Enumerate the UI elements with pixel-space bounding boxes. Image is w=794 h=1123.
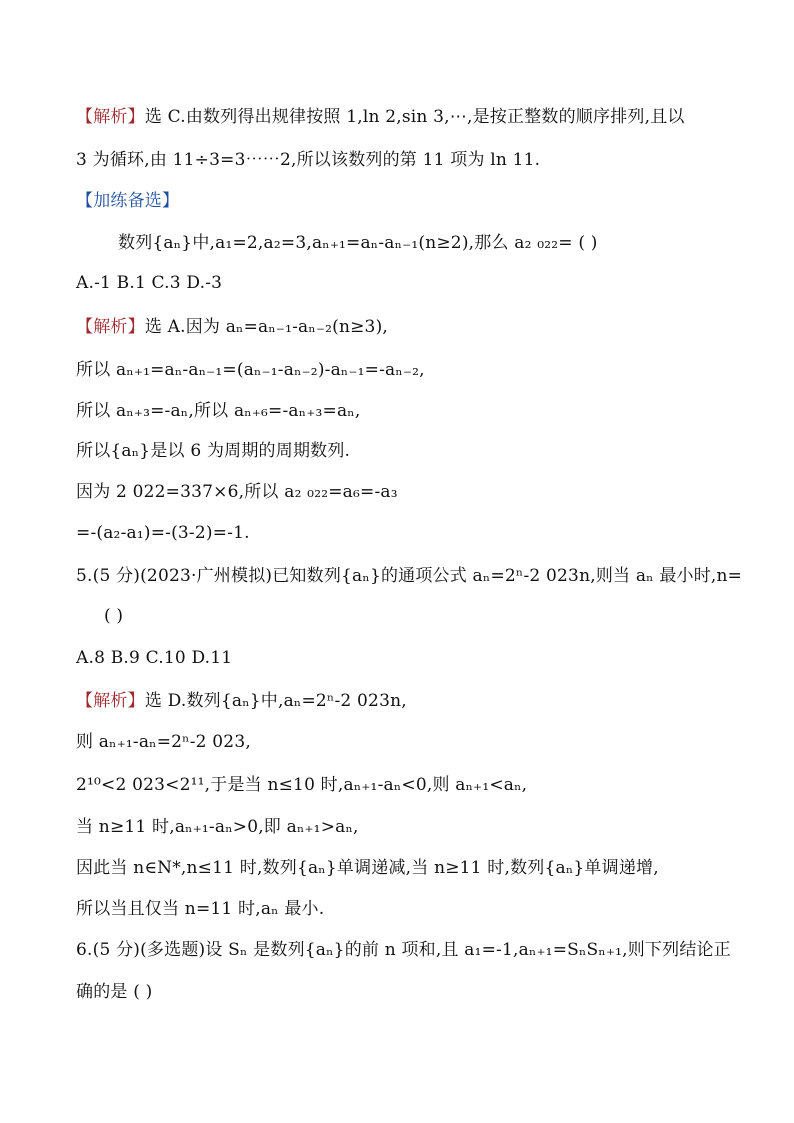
q6-stem-line2: 确的是 ( ) <box>76 982 153 1002</box>
p4-analysis-line2: 3 为循环,由 11÷3=3⋯⋯2,所以该数列的第 11 项为 ln 11. <box>76 150 541 170</box>
q5-analysis-line3: 2¹⁰<2 023<2¹¹,于是当 n≤10 时,aₙ₊₁-aₙ<0,则 aₙ₊₁<aₙ, <box>76 775 528 795</box>
extra-question: 数列{aₙ}中,a₁=2,a₂=3,aₙ₊₁=aₙ-aₙ₋₁(n≥2),那么 a₂ ₀₂₂= ( ) <box>118 233 598 253</box>
extra-analysis-line1 <box>76 316 388 338</box>
analysis-text: 选 A.因为 aₙ=aₙ₋₁-aₙ₋₂(n≥3), <box>144 317 389 337</box>
q5-analysis-line6: 所以当且仅当 n=11 时,aₙ 最小. <box>76 899 325 919</box>
analysis-tag: 【解析】 <box>76 317 145 337</box>
q5-analysis-line5: 因此当 n∈N*,n≤11 时,数列{aₙ}单调递减,当 n≥11 时,数列{aₙ}单调递增, <box>76 858 659 878</box>
q5-analysis-line4: 当 n≥11 时,aₙ₊₁-aₙ>0,即 aₙ₊₁>aₙ, <box>76 817 359 837</box>
analysis-text: 选 C.由数列得出规律按照 1,ln 2,sin 3,⋯,是按正整数的顺序排列,且以 <box>144 107 685 127</box>
q5-stem-line2: ( ) <box>104 606 124 626</box>
q6-stem-line1: 6.(5 分)(多选题)设 Sₙ 是数列{aₙ}的前 n 项和,且 a₁=-1,aₙ₊₁=SₙSₙ₊₁,则下列结论正 <box>76 940 731 960</box>
analysis-tag: 【解析】 <box>76 691 145 711</box>
extra-tag: 【加练备选】 <box>76 191 180 211</box>
extra-options: A.-1 B.1 C.3 D.-3 <box>76 273 223 293</box>
q5-analysis-line2: 则 aₙ₊₁-aₙ=2ⁿ-2 023, <box>76 732 251 752</box>
extra-analysis-line5: 因为 2 022=337×6,所以 a₂ ₀₂₂=a₆=-a₃ <box>76 482 398 502</box>
extra-analysis-line3: 所以 aₙ₊₃=-aₙ,所以 aₙ₊₆=-aₙ₊₃=aₙ, <box>76 401 361 421</box>
q5-stem-line1: 5.(5 分)(2023·广州模拟)已知数列{aₙ}的通项公式 aₙ=2ⁿ-2 023n,则当 aₙ 最小时,n= <box>76 566 743 586</box>
analysis-text: 选 D.数列{aₙ}中,aₙ=2ⁿ-2 023n, <box>144 691 407 711</box>
q5-options: A.8 B.9 C.10 D.11 <box>76 648 233 668</box>
extra-analysis-line4: 所以{aₙ}是以 6 为周期的周期数列. <box>76 441 351 461</box>
extra-practice-tag <box>76 190 179 212</box>
extra-analysis-line6: =-(a₂-a₁)=-(3-2)=-1. <box>76 523 250 543</box>
p4-analysis-line1 <box>76 106 685 128</box>
analysis-tag: 【解析】 <box>76 107 145 127</box>
extra-analysis-line2: 所以 aₙ₊₁=aₙ-aₙ₋₁=(aₙ₋₁-aₙ₋₂)-aₙ₋₁=-aₙ₋₂, <box>76 360 425 380</box>
q5-analysis-line1 <box>76 690 407 712</box>
